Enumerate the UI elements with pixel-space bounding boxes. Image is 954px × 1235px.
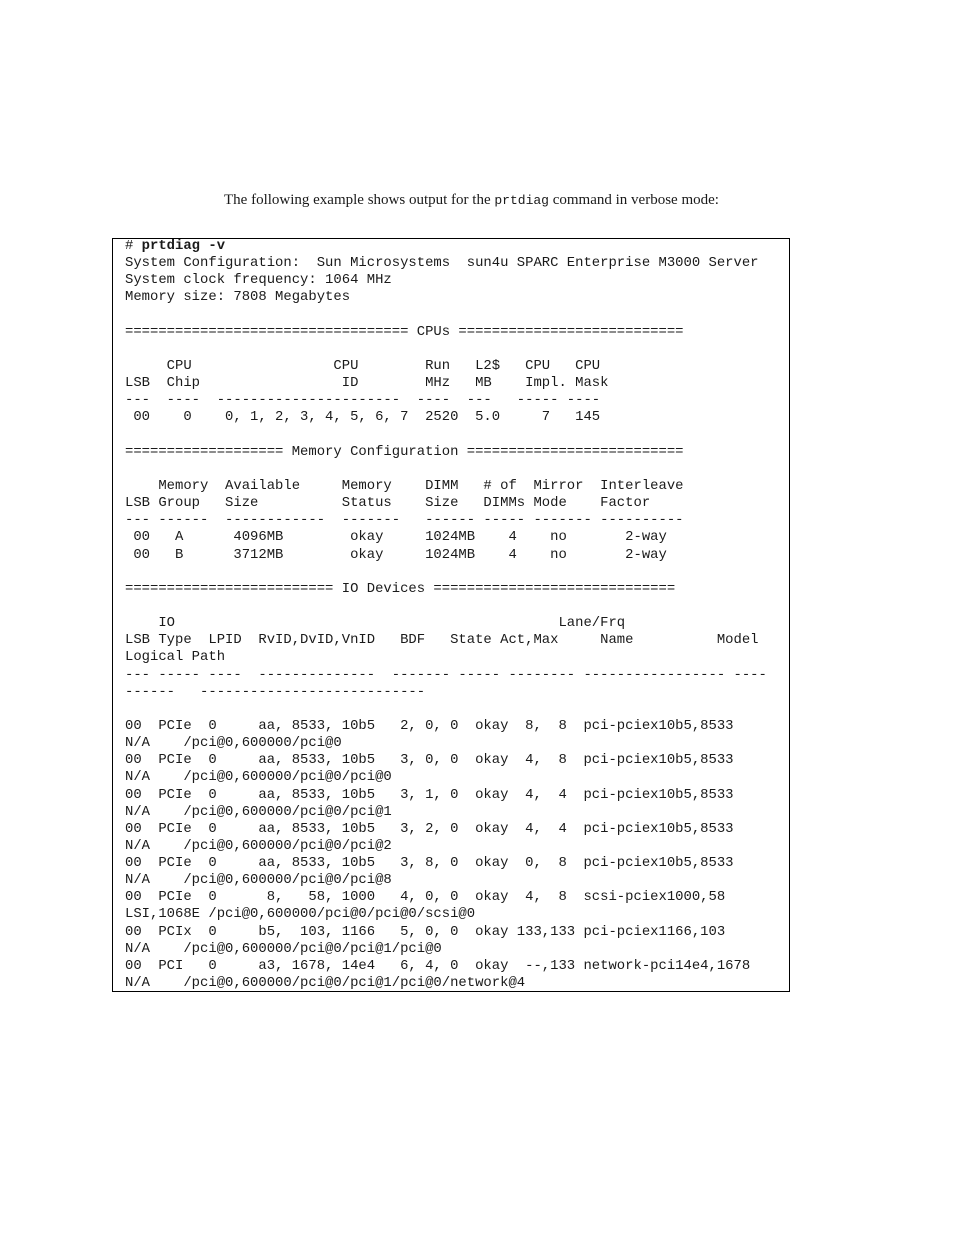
output-line: 00 PCIe 0 aa, 8533, 10b5 3, 2, 0 okay 4, 4 pci-pciex10b5,8533 bbox=[125, 820, 734, 837]
output-line: LSB Group Size Status Size DIMMs Mode Factor bbox=[125, 495, 651, 512]
code-example-box bbox=[112, 238, 790, 992]
intro-text-after: command in verbose mode: bbox=[548, 192, 719, 208]
output-line: IO Lane/Frq bbox=[125, 615, 626, 632]
intro-command: prtdiag bbox=[494, 193, 549, 208]
output-line: Logical Path bbox=[125, 649, 226, 666]
output-line: LSB Type LPID RvID,DvID,VnID BDF State Act,Max Name Model bbox=[125, 632, 759, 649]
output-line: =================== Memory Configuration ========================== bbox=[125, 443, 684, 460]
output-line: 00 PCIe 0 aa, 8533, 10b5 3, 1, 0 okay 4, 4 pci-pciex10b5,8533 bbox=[125, 786, 734, 803]
intro-text-before: The following example shows output for the bbox=[224, 192, 495, 208]
output-line: N/A /pci@0,600000/pci@0/pci@1 bbox=[125, 803, 392, 820]
output-line: 00 B 3712MB okay 1024MB 4 no 2-way bbox=[125, 546, 667, 563]
output-line: N/A /pci@0,600000/pci@0/pci@2 bbox=[125, 837, 392, 854]
output-line: N/A /pci@0,600000/pci@0/pci@1/pci@0 bbox=[125, 940, 442, 957]
output-line: System Configuration: Sun Microsystems sun4u SPARC Enterprise M3000 Server bbox=[125, 255, 759, 272]
output-line bbox=[125, 598, 767, 615]
output-line bbox=[125, 701, 767, 718]
output-line bbox=[125, 564, 767, 581]
output-line: ========================= IO Devices ============================= bbox=[125, 580, 676, 597]
output-line: --- ----- ---- -------------- ------- ----- -------- ----------------- ---- bbox=[125, 666, 767, 683]
output-line: 00 PCIe 0 aa, 8533, 10b5 3, 0, 0 okay 4, 8 pci-pciex10b5,8533 bbox=[125, 752, 734, 769]
output-line: ------ --------------------------- bbox=[125, 683, 426, 700]
output-line bbox=[125, 461, 767, 478]
shell-prompt: # bbox=[125, 238, 142, 254]
output-line: N/A /pci@0,600000/pci@0/pci@8 bbox=[125, 872, 392, 889]
output-line: LSI,1068E /pci@0,600000/pci@0/pci@0/scsi@0 bbox=[125, 906, 476, 923]
output-line: ================================== CPUs =========================== bbox=[125, 323, 684, 340]
output-line: 00 PCIx 0 b5, 103, 1166 5, 0, 0 okay 133,133 pci-pciex1166,103 bbox=[125, 923, 726, 940]
output-line: N/A /pci@0,600000/pci@0/pci@1/pci@0/network@4 bbox=[125, 975, 526, 992]
prompt-line bbox=[125, 238, 767, 255]
output-line: 00 A 4096MB okay 1024MB 4 no 2-way bbox=[125, 529, 667, 546]
output-line: 00 PCI 0 a3, 1678, 14e4 6, 4, 0 okay --,133 network-pci14e4,1678 bbox=[125, 957, 751, 974]
output-line: --- ---- ---------------------- ---- --- ----- ---- bbox=[125, 392, 601, 409]
output-line: --- ------ ------------ ------- ------ ----- ------- ---------- bbox=[125, 512, 684, 529]
output-line: CPU CPU Run L2$ CPU CPU bbox=[125, 357, 601, 374]
output-line bbox=[125, 427, 767, 444]
code-listing bbox=[125, 238, 767, 992]
shell-command: prtdiag -v bbox=[141, 238, 226, 254]
output-line: Memory size: 7808 Megabytes bbox=[125, 289, 351, 306]
output-line: Memory Available Memory DIMM # of Mirror Interleave bbox=[125, 477, 684, 494]
output-line bbox=[125, 307, 767, 324]
intro-paragraph bbox=[224, 190, 719, 211]
output-line: 00 PCIe 0 aa, 8533, 10b5 2, 0, 0 okay 8, 8 pci-pciex10b5,8533 bbox=[125, 717, 734, 734]
output-line: 00 PCIe 0 8, 58, 1000 4, 0, 0 okay 4, 8 scsi-pciex1000,58 bbox=[125, 889, 726, 906]
output-line: N/A /pci@0,600000/pci@0/pci@0 bbox=[125, 769, 392, 786]
output-line: 00 PCIe 0 aa, 8533, 10b5 3, 8, 0 okay 0, 8 pci-pciex10b5,8533 bbox=[125, 855, 734, 872]
output-line: N/A /pci@0,600000/pci@0 bbox=[125, 735, 342, 752]
output-line: System clock frequency: 1064 MHz bbox=[125, 272, 392, 289]
output-line: LSB Chip ID MHz MB Impl. Mask bbox=[125, 375, 609, 392]
output-line: 00 0 0, 1, 2, 3, 4, 5, 6, 7 2520 5.0 7 145 bbox=[125, 409, 601, 426]
output-line bbox=[125, 341, 767, 358]
